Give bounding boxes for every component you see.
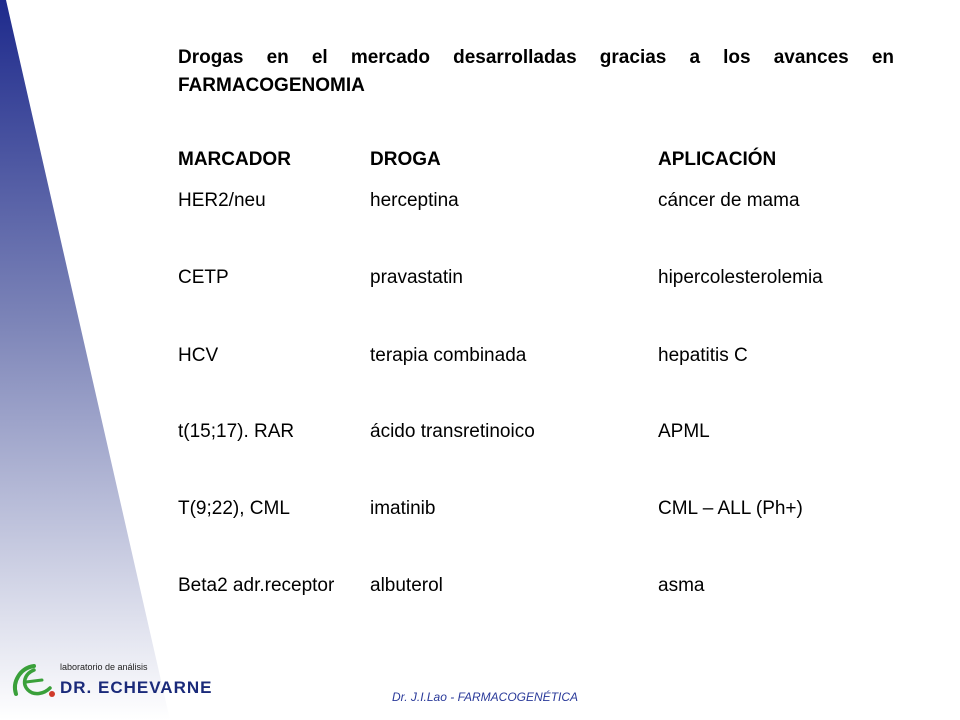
aplicacion-cell: hepatitis C <box>658 345 748 366</box>
column-header-droga: DROGA <box>370 149 441 170</box>
marcador-cell: T(9;22), CML <box>178 498 290 519</box>
logo-name: DR. ECHEVARNE <box>60 678 213 697</box>
droga-cell: ácido transretinoico <box>370 421 535 442</box>
droga-cell: imatinib <box>370 498 436 519</box>
aplicacion-cell: hipercolesterolemia <box>658 267 823 288</box>
marcador-cell: HCV <box>178 345 219 366</box>
droga-cell: terapia combinada <box>370 345 527 366</box>
marcador-cell: t(15;17). RAR <box>178 421 295 442</box>
column-header-aplicacion: APLICACIÓN <box>658 149 777 170</box>
droga-cell: albuterol <box>370 575 443 596</box>
aplicacion-cell: cáncer de mama <box>658 190 800 211</box>
slide-footer: Dr. J.I.Lao - FARMACOGENÉTICA <box>392 690 579 704</box>
droga-cell: pravastatin <box>370 267 463 288</box>
slide-title: Drogas en el mercado desarrolladas gracias a los avances en FARMACOGENOMIA <box>178 47 894 96</box>
aplicacion-cell: APML <box>658 421 710 442</box>
droga-cell: herceptina <box>370 190 459 211</box>
lab-logo <box>8 660 258 710</box>
marcador-cell: HER2/neu <box>178 190 266 211</box>
marcador-cell: CETP <box>178 267 229 288</box>
column-header-marcador: MARCADOR <box>178 149 291 170</box>
marcador-cell: Beta2 adr.receptor <box>178 575 335 596</box>
aplicacion-cell: CML – ALL (Ph+) <box>658 498 803 519</box>
logo-subtitle: laboratorio de análisis <box>60 662 148 672</box>
logo-mark-icon <box>8 660 58 705</box>
aplicacion-cell: asma <box>658 575 705 596</box>
